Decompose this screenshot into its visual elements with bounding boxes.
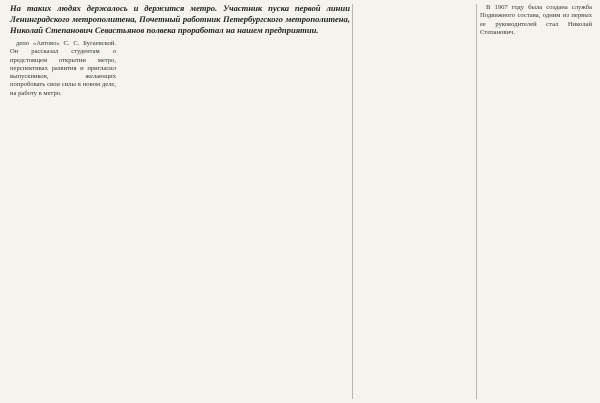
article-paragraph: В 1967 году была создана служба Подвижного состава, одним из первых ее руководителей стал Николай Степанович. <box>480 4 592 36</box>
article-column-2 <box>124 40 230 403</box>
article-column-1 <box>10 40 116 403</box>
article-column-3 <box>238 40 348 403</box>
column-divider <box>352 4 353 399</box>
column-divider <box>476 4 477 399</box>
article-column-4 <box>356 4 472 403</box>
article-lead: На таких людях держалось и держится метро. Участник пуска первой линии Ленинградского метрополитена, Почетный работник Петербургского метрополитена, Николай Степанович Севастьянов полвека проработал на нашем предприятии. <box>10 3 350 35</box>
article-column-5 <box>480 4 592 403</box>
article-paragraph: депо «Автово» С. С. Бугаевской. Он рассказал студентам о предстоящем открытии метро, перспективах развития и пригласил выпускников, желающих попробовать свои силы в новом деле, на работу в метро. <box>10 40 116 97</box>
